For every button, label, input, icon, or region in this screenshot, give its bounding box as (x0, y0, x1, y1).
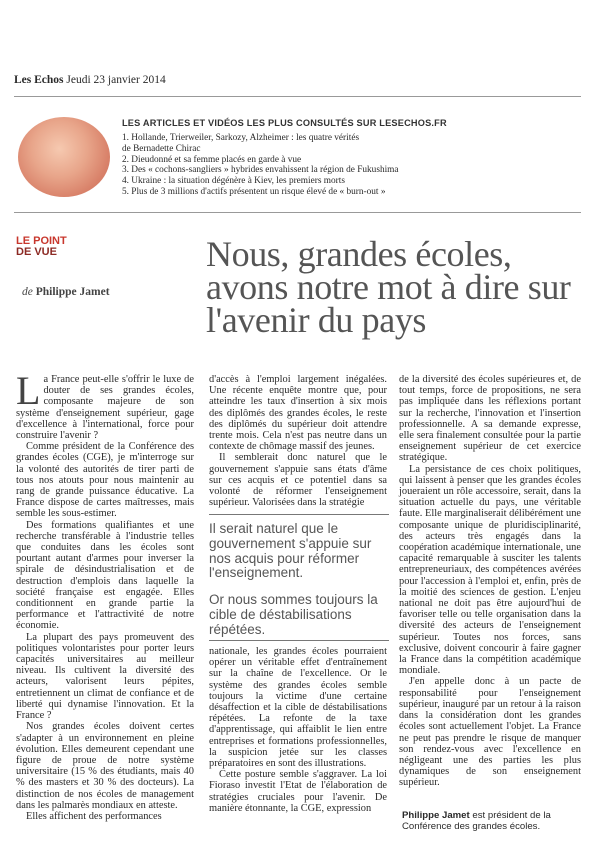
pull-quote-text: Il serait naturel que le gouvernement s'appuie sur nos acquis pour réformer l'enseignement. (209, 521, 372, 581)
article-column-2-top (209, 374, 387, 508)
signature-name: Philippe Jamet (402, 810, 470, 821)
paragraph: a France peut-elle s'offrir le luxe de douter de ses grandes écoles, composante majeure de son système d'enseignement supérieur, gage d'excellence à l'international, force pour construire l'avenir ? (16, 374, 194, 442)
paragraph: J'en appelle donc à un pacte de responsabilité pour l'enseignement supérieur, inauguré par un retour à la raison dans la considération dont les grandes écoles sont actuellement l'objet. La France ne peut pas prendre le risque de manquer son rendez-vous avec l'excellence en négligeant une des parties les plus dynamiques de son enseignement supérieur. (399, 676, 581, 789)
paragraph: Nos grandes écoles doivent certes s'adapter à un environnement en pleine évolution. Elles demeurent cependant une figure de proue de notre système universitaire (15 % des étudiants, mais 40 % des masters et 30 % des docteurs). La distinction de nos écoles de management dans les palmarès mondiaux en atteste. (16, 721, 194, 811)
most-read-item[interactable]: de Bernadette Chirac (122, 143, 201, 154)
paragraph: Cette posture semble s'aggraver. La loi Fioraso investit l'Etat de l'élaboration de stratégies cruciales pour l'avenir. De manière étonnante, la CGE, expression (209, 769, 387, 814)
issue-date: Jeudi 23 janvier 2014 (66, 74, 166, 86)
most-read-list (122, 133, 582, 198)
paragraph: La persistance de ces choix politiques, qui laissent à penser que les grandes écoles joueraient un rôle accessoire, serait, dans la situation actuelle du pays, une véritable faute. Elle marginaliserait délibérément une composante unique de pluridisciplinarité, des acteurs très engagés dans la coopération académique internationale, une capacité remarquable à susciter les talents entrepreneuriaux, des compétences avérées pour l'accession à l'emploi et, enfin, près de la moitié des sciences de gestion. L'enjeu national ne doit pas être aujourd'hui de favoriser telle ou telle organisation dans la diversité des acteurs de l'enseignement supérieur. Toutes nos forces, sans exclusive, doivent concourir à faire gagner la France dans la compétition académique mondiale. (399, 463, 581, 677)
author-photo (18, 117, 110, 197)
signature-role: est président de la Conférence des grandes écoles. (402, 810, 551, 832)
paragraph: nationale, les grandes écoles pourraient opérer un véritable effet d'entraînement sur la chaîne de l'excellence. Or le système des grandes écoles semble toujours la victime d'une certaine désaffection et la cible de déstabilisations répétées. La refonte de la taxe d'apprentissage, qui affaiblit le lien entre entreprises et formations professionnelles, la suspicion jetée sur les classes préparatoires en sont des illustrations. (209, 646, 387, 770)
most-read-item[interactable]: 3. Des « cochons-sangliers » hybrides envahissent la région de Fukushima (122, 165, 399, 176)
page-header (14, 74, 166, 86)
section-divider (14, 212, 581, 213)
pull-quote-rule (209, 514, 389, 515)
section-label-line1: LE POINT (16, 235, 67, 247)
pull-quote-rule (209, 640, 389, 641)
byline (22, 286, 110, 298)
paragraph: Elles affichent des performances (26, 810, 162, 822)
article-column-2-bottom (209, 646, 387, 814)
most-read-item[interactable]: 4. Ukraine : la situation dégénère à Kiev, les premiers morts (122, 176, 345, 187)
article-column-3 (399, 374, 581, 789)
section-label-line2: DE VUE (16, 246, 57, 258)
top-divider (14, 96, 581, 97)
most-read-item[interactable]: 1. Hollande, Trierweiler, Sarkozy, Alzheimer : les quatre vérités (122, 133, 360, 143)
article-headline: Nous, grandes écoles, avons notre mot à dire sur l'avenir du pays (206, 234, 571, 340)
drop-cap: L (16, 368, 41, 413)
paragraph: d'accès à l'emploi largement inégalées. Une récente enquête montre que, pour atteindre les taux d'insertion à six mois des diplômés des grandes écoles, le reste des diplômés du supérieur doit attendre trente mois. Cela n'est pas neutre dans un contexte de chômage massif des jeunes. (209, 374, 387, 453)
paragraph: de la diversité des écoles supérieures et, de tout temps, force de propositions, ne sera pas impliquée dans les réflexions portant sur la recherche, l'innovation et l'insertion professionnelle. A sa demande expresse, elle sera finalement consultée pour la partie enseignement supérieur de cet exercice stratégique. (399, 374, 581, 464)
most-read-item[interactable]: 2. Dieudonné et sa femme placés en garde à vue (122, 154, 302, 165)
author-signature (402, 810, 582, 832)
pull-quote-text: Or nous sommes toujours la cible de déstabilisations répétées. (209, 592, 378, 637)
most-read-title: LES ARTICLES ET VIDÉOS LES PLUS CONSULTÉS SUR LESECHOS.FR (122, 118, 447, 128)
paragraph: Comme président de la Conférence des grandes écoles (CGE), je m'interroge sur la volonté des autorités de tirer parti de tous nos atouts pour nous maintenir au rang de grande puissance éducative. La France dispose de cartes maîtresses, mais semble les sous-estimer. (16, 441, 194, 520)
paragraph: Il semblerait donc naturel que le gouvernement s'appuie sans états d'âme sur ces acquis et ce potentiel dans sa volonté de réformer l'enseignement supérieur. Valorisées dans la stratégie (209, 452, 387, 509)
byline-author: Philippe Jamet (35, 286, 110, 298)
article-column-1 (16, 368, 194, 822)
most-read-item[interactable]: 5. Plus de 3 millions d'actifs présentent un risque élevé de « burn-out » (122, 186, 386, 197)
pull-quote (209, 522, 389, 650)
section-label (16, 236, 67, 258)
paragraph: Des formations qualifiantes et une recherche transférable à l'industrie telles que conduites dans les écoles sont pourtant autant d'armes pour inverser la spirale de désindustrialisation et de destruction d'emplois dans laquelle la société française est engagée. Elles conditionnent en grande partie la performance et l'attractivité de notre économie. (16, 519, 194, 632)
newspaper-name: Les Echos (14, 74, 64, 86)
byline-prefix: de (22, 286, 33, 298)
paragraph: La plupart des pays promeuvent des politiques volontaristes pour porter leurs capacités universitaires au meilleur niveau. Ils cultivent la diversité des acteurs, valorisent leurs pépites, entretiennent un climat de confiance et de liberté qui dynamise l'innovation. Et la France ? (16, 631, 194, 722)
